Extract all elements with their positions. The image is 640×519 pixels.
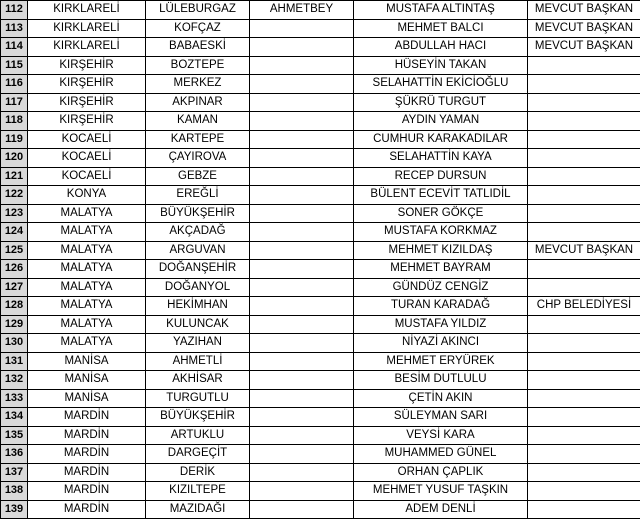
district-cell[interactable]: MAZIDAĞI (146, 500, 250, 519)
note-cell[interactable] (528, 426, 640, 445)
table-row (1, 149, 640, 168)
town-cell[interactable] (250, 112, 354, 131)
district-cell[interactable]: BABAESKİ (146, 38, 250, 57)
province-cell[interactable]: KIRKLARELİ (28, 1, 146, 20)
town-cell[interactable] (250, 130, 354, 149)
province-cell[interactable]: KIRŞEHİR (28, 112, 146, 131)
town-cell[interactable] (250, 463, 354, 482)
province-cell[interactable]: MALATYA (28, 297, 146, 316)
name-cell[interactable]: SELAHATTİN KAYA (354, 149, 528, 168)
town-cell[interactable] (250, 93, 354, 112)
province-cell[interactable]: MALATYA (28, 223, 146, 242)
table-row (1, 112, 640, 131)
note-cell[interactable] (528, 352, 640, 371)
note-cell[interactable] (528, 334, 640, 353)
table-row (1, 186, 640, 205)
district-cell[interactable]: ARGUVAN (146, 241, 250, 260)
note-cell[interactable] (528, 149, 640, 168)
province-cell[interactable]: KIRŞEHİR (28, 75, 146, 94)
table-row (1, 19, 640, 38)
note-cell[interactable] (528, 389, 640, 408)
province-cell[interactable]: KIRKLARELİ (28, 38, 146, 57)
name-cell[interactable]: SÜLEYMAN SARI (354, 408, 528, 427)
table-row (1, 463, 640, 482)
row-number-cell[interactable]: 137 (1, 463, 28, 482)
name-cell[interactable]: MUSTAFA KORKMAZ (354, 223, 528, 242)
note-cell[interactable] (528, 223, 640, 242)
table-row (1, 93, 640, 112)
district-cell[interactable]: ARTUKLU (146, 426, 250, 445)
row-number-cell[interactable]: 118 (1, 112, 28, 131)
district-cell[interactable]: MERKEZ (146, 75, 250, 94)
name-cell[interactable]: NİYAZİ AKINCI (354, 334, 528, 353)
table-row (1, 1, 640, 20)
town-cell[interactable] (250, 223, 354, 242)
table-row (1, 371, 640, 390)
note-cell[interactable] (528, 56, 640, 75)
town-cell[interactable] (250, 500, 354, 519)
province-cell[interactable]: MALATYA (28, 315, 146, 334)
town-cell[interactable] (250, 334, 354, 353)
row-number-cell[interactable]: 133 (1, 389, 28, 408)
table-body (1, 1, 640, 519)
district-cell[interactable]: AHMETLİ (146, 352, 250, 371)
note-cell[interactable] (528, 75, 640, 94)
town-cell[interactable] (250, 389, 354, 408)
district-cell[interactable]: TURGUTLU (146, 389, 250, 408)
row-number-cell[interactable]: 135 (1, 426, 28, 445)
note-cell[interactable] (528, 204, 640, 223)
table-row (1, 167, 640, 186)
province-cell[interactable]: MALATYA (28, 204, 146, 223)
province-cell[interactable]: MARDİN (28, 426, 146, 445)
table-row (1, 223, 640, 242)
name-cell[interactable]: MEHMET ERYÜREK (354, 352, 528, 371)
table-row (1, 75, 640, 94)
province-cell[interactable]: MARDİN (28, 463, 146, 482)
district-cell[interactable]: KULUNCAK (146, 315, 250, 334)
table-row (1, 408, 640, 427)
name-cell[interactable]: BESİM DUTLULU (354, 371, 528, 390)
row-number-cell[interactable]: 122 (1, 186, 28, 205)
town-cell[interactable] (250, 241, 354, 260)
table-row (1, 389, 640, 408)
note-cell[interactable] (528, 93, 640, 112)
table-row (1, 56, 640, 75)
town-cell[interactable] (250, 278, 354, 297)
name-cell[interactable]: RECEP DURSUN (354, 167, 528, 186)
province-cell[interactable]: MALATYA (28, 241, 146, 260)
province-cell[interactable]: MANİSA (28, 371, 146, 390)
district-cell[interactable]: BÜYÜKŞEHİR (146, 204, 250, 223)
district-cell[interactable]: EREĞLİ (146, 186, 250, 205)
note-cell[interactable] (528, 186, 640, 205)
district-cell[interactable]: KIZILTEPE (146, 482, 250, 501)
note-cell[interactable] (528, 315, 640, 334)
note-cell[interactable] (528, 278, 640, 297)
row-number-cell[interactable]: 116 (1, 75, 28, 94)
table-row (1, 482, 640, 501)
district-cell[interactable]: HEKİMHAN (146, 297, 250, 316)
table-row (1, 130, 640, 149)
note-cell[interactable] (528, 482, 640, 501)
name-cell[interactable]: ORHAN ÇAPLIK (354, 463, 528, 482)
table-row (1, 445, 640, 464)
town-cell[interactable] (250, 352, 354, 371)
name-cell[interactable]: ŞÜKRÜ TURGUT (354, 93, 528, 112)
note-cell[interactable] (528, 371, 640, 390)
district-cell[interactable]: DARGEÇİT (146, 445, 250, 464)
district-cell[interactable]: DERİK (146, 463, 250, 482)
name-cell[interactable]: VEYSİ KARA (354, 426, 528, 445)
district-cell[interactable]: LÜLEBURGAZ (146, 1, 250, 20)
town-cell[interactable] (250, 445, 354, 464)
row-number-cell[interactable]: 124 (1, 223, 28, 242)
province-cell[interactable]: MALATYA (28, 334, 146, 353)
table-row (1, 260, 640, 279)
note-cell[interactable] (528, 112, 640, 131)
name-cell[interactable]: ÇETİN AKIN (354, 389, 528, 408)
town-cell[interactable] (250, 315, 354, 334)
district-cell[interactable]: BOZTEPE (146, 56, 250, 75)
table-row (1, 352, 640, 371)
row-number-cell[interactable]: 125 (1, 241, 28, 260)
province-cell[interactable]: MALATYA (28, 260, 146, 279)
name-cell[interactable]: MUSTAFA ALTINTAŞ (354, 1, 528, 20)
town-cell[interactable] (250, 426, 354, 445)
name-cell[interactable]: BÜLENT ECEVİT TATLIDİL (354, 186, 528, 205)
row-number-cell[interactable]: 136 (1, 445, 28, 464)
town-cell[interactable] (250, 371, 354, 390)
province-cell[interactable]: KOCAELİ (28, 167, 146, 186)
name-cell[interactable]: MEHMET KIZILDAŞ (354, 241, 528, 260)
town-cell[interactable]: AHMETBEY (250, 1, 354, 20)
district-cell[interactable]: AKPINAR (146, 93, 250, 112)
name-cell[interactable]: HÜSEYİN TAKAN (354, 56, 528, 75)
row-number-cell[interactable]: 123 (1, 204, 28, 223)
note-cell[interactable] (528, 445, 640, 464)
name-cell[interactable]: TURAN KARADAĞ (354, 297, 528, 316)
row-number-cell[interactable]: 131 (1, 352, 28, 371)
row-number-cell[interactable]: 132 (1, 371, 28, 390)
district-cell[interactable]: BÜYÜKŞEHİR (146, 408, 250, 427)
row-number-cell[interactable]: 115 (1, 56, 28, 75)
name-cell[interactable]: MUHAMMED GÜNEL (354, 445, 528, 464)
row-number-cell[interactable]: 138 (1, 482, 28, 501)
note-cell[interactable]: MEVCUT BAŞKAN (528, 19, 640, 38)
town-cell[interactable] (250, 482, 354, 501)
row-number-cell[interactable]: 127 (1, 278, 28, 297)
town-cell[interactable] (250, 408, 354, 427)
town-cell[interactable] (250, 19, 354, 38)
table-row (1, 241, 640, 260)
province-cell[interactable]: MARDİN (28, 482, 146, 501)
province-cell[interactable]: MANİSA (28, 352, 146, 371)
note-cell[interactable] (528, 463, 640, 482)
table-row (1, 297, 640, 316)
note-cell[interactable]: MEVCUT BAŞKAN (528, 241, 640, 260)
town-cell[interactable] (250, 149, 354, 168)
town-cell[interactable] (250, 260, 354, 279)
name-cell[interactable]: SELAHATTİN EKİCİOĞLU (354, 75, 528, 94)
town-cell[interactable] (250, 186, 354, 205)
town-cell[interactable] (250, 297, 354, 316)
table-row (1, 278, 640, 297)
district-cell[interactable]: GEBZE (146, 167, 250, 186)
district-cell[interactable]: DOĞANYOL (146, 278, 250, 297)
province-cell[interactable]: KIRŞEHİR (28, 93, 146, 112)
row-number-cell[interactable]: 113 (1, 19, 28, 38)
note-cell[interactable]: MEVCUT BAŞKAN (528, 38, 640, 57)
name-cell[interactable]: SONER GÖKÇE (354, 204, 528, 223)
table-row (1, 334, 640, 353)
note-cell[interactable]: MEVCUT BAŞKAN (528, 1, 640, 20)
row-number-cell[interactable]: 114 (1, 38, 28, 57)
row-number-cell[interactable]: 128 (1, 297, 28, 316)
name-cell[interactable]: MEHMET BAYRAM (354, 260, 528, 279)
row-number-cell[interactable]: 119 (1, 130, 28, 149)
town-cell[interactable] (250, 204, 354, 223)
town-cell[interactable] (250, 38, 354, 57)
province-cell[interactable]: KOCAELİ (28, 130, 146, 149)
row-number-cell[interactable]: 126 (1, 260, 28, 279)
row-number-cell[interactable]: 121 (1, 167, 28, 186)
province-cell[interactable]: KIRŞEHİR (28, 56, 146, 75)
row-number-cell[interactable]: 134 (1, 408, 28, 427)
table-row (1, 315, 640, 334)
province-cell[interactable]: MARDİN (28, 445, 146, 464)
district-cell[interactable]: AKHİSAR (146, 371, 250, 390)
name-cell[interactable]: MEHMET BALCI (354, 19, 528, 38)
district-cell[interactable]: KARTEPE (146, 130, 250, 149)
note-cell[interactable] (528, 408, 640, 427)
note-cell[interactable]: CHP BELEDİYESİ (528, 297, 640, 316)
row-number-cell[interactable]: 117 (1, 93, 28, 112)
town-cell[interactable] (250, 167, 354, 186)
table-row (1, 500, 640, 519)
province-cell[interactable]: MANİSA (28, 389, 146, 408)
province-cell[interactable]: KONYA (28, 186, 146, 205)
name-cell[interactable]: ADEM DENLİ (354, 500, 528, 519)
province-cell[interactable]: MARDİN (28, 500, 146, 519)
name-cell[interactable]: AYDIN YAMAN (354, 112, 528, 131)
table-row (1, 426, 640, 445)
name-cell[interactable]: ABDULLAH HACI (354, 38, 528, 57)
name-cell[interactable]: GÜNDÜZ CENGİZ (354, 278, 528, 297)
province-cell[interactable]: KIRKLARELİ (28, 19, 146, 38)
town-cell[interactable] (250, 56, 354, 75)
table-row (1, 204, 640, 223)
district-cell[interactable]: ÇAYIROVA (146, 149, 250, 168)
district-cell[interactable]: KAMAN (146, 112, 250, 131)
district-cell[interactable]: KOFÇAZ (146, 19, 250, 38)
district-cell[interactable]: DOĞANŞEHİR (146, 260, 250, 279)
town-cell[interactable] (250, 75, 354, 94)
district-cell[interactable]: AKÇADAĞ (146, 223, 250, 242)
province-cell[interactable]: MARDİN (28, 408, 146, 427)
row-number-cell[interactable]: 130 (1, 334, 28, 353)
name-cell[interactable]: MEHMET YUSUF TAŞKIN (354, 482, 528, 501)
note-cell[interactable] (528, 167, 640, 186)
note-cell[interactable] (528, 260, 640, 279)
note-cell[interactable] (528, 130, 640, 149)
district-cell[interactable]: YAZIHAN (146, 334, 250, 353)
name-cell[interactable]: MUSTAFA YILDIZ (354, 315, 528, 334)
row-number-cell[interactable]: 139 (1, 500, 28, 519)
row-number-cell[interactable]: 129 (1, 315, 28, 334)
table-row (1, 38, 640, 57)
note-cell[interactable] (528, 500, 640, 519)
row-number-cell[interactable]: 112 (1, 1, 28, 20)
province-cell[interactable]: KOCAELİ (28, 149, 146, 168)
name-cell[interactable]: CUMHUR KARAKADILAR (354, 130, 528, 149)
province-cell[interactable]: MALATYA (28, 278, 146, 297)
row-number-cell[interactable]: 120 (1, 149, 28, 168)
